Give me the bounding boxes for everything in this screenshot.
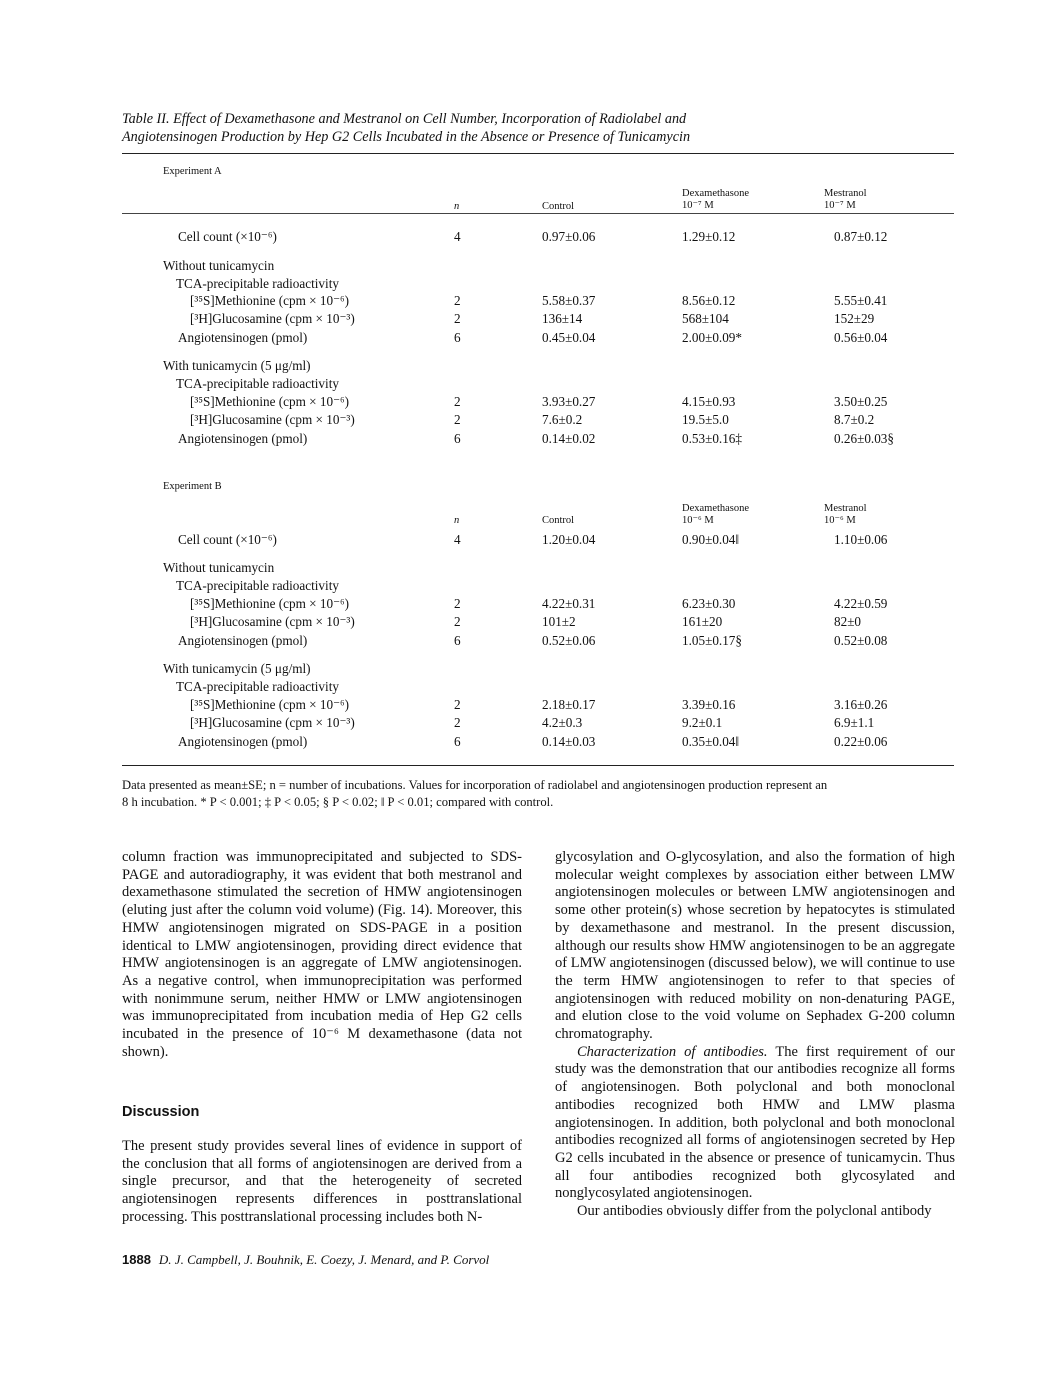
cell-mes: 5.55±0.41 <box>834 293 888 308</box>
cell-n: 6 <box>454 734 461 749</box>
cell-control: 2.18±0.17 <box>542 697 596 712</box>
cell-mes: 3.16±0.26 <box>834 697 888 712</box>
right-paragraph-3: Our antibodies obviously differ from the polyclonal antibody <box>577 1203 932 1220</box>
cell-control: 4.2±0.3 <box>542 715 583 730</box>
row-label: Without tunicamycin <box>163 258 275 273</box>
cell-n: 6 <box>454 330 461 345</box>
cell-mes: 8.7±0.2 <box>834 412 875 427</box>
page-number: 1888 <box>122 1252 151 1267</box>
cell-mes: 0.52±0.08 <box>834 633 888 648</box>
cell-control: 136±14 <box>542 311 583 326</box>
table-caption <box>122 110 690 146</box>
cell-mes: 0.87±0.12 <box>834 229 888 244</box>
cell-n: 2 <box>454 596 461 611</box>
exp-a-mes-conc: 10⁻⁷ M <box>824 200 856 211</box>
row-label: Cell count (×10⁻⁶) <box>178 532 277 547</box>
exp-a-dex-conc: 10⁻⁷ M <box>682 200 714 211</box>
cell-dex: 0.35±0.04‖ <box>682 734 740 749</box>
cell-dex: 1.05±0.17§ <box>682 633 742 648</box>
cell-mes: 6.9±1.1 <box>834 715 875 730</box>
caption-rule <box>122 153 954 154</box>
cell-dex: 0.90±0.04‖ <box>682 532 740 547</box>
exp-a-dex-header: Dexamethasone <box>682 188 750 199</box>
caption-line-1: Table II. Effect of Dexamethasone and Mestranol on Cell Number, Incorporation of Radiolabel and <box>122 111 687 127</box>
row-label: [³H]Glucosamine (cpm × 10⁻³) <box>190 311 355 326</box>
row-label: [³⁵S]Methionine (cpm × 10⁻⁶) <box>190 293 350 308</box>
cell-mes: 0.22±0.06 <box>834 734 888 749</box>
cell-dex: 4.15±0.93 <box>682 394 736 409</box>
cell-mes: 0.56±0.04 <box>834 330 888 345</box>
row-label: Without tunicamycin <box>163 560 275 575</box>
cell-dex: 161±20 <box>682 614 723 629</box>
cell-dex: 1.29±0.12 <box>682 229 736 244</box>
cell-n: 2 <box>454 697 461 712</box>
table-footnote-line-1: Data presented as mean±SE; n = number of incubations. Values for incorporation of radiolabel and angiotensinogen production represent an <box>122 778 828 792</box>
exp-b-dex-conc: 10⁻⁶ M <box>682 515 714 526</box>
row-label: Cell count (×10⁻⁶) <box>178 229 277 244</box>
cell-dex: 3.39±0.16 <box>682 697 736 712</box>
table-bottom-rule <box>122 765 954 766</box>
row-label: [³H]Glucosamine (cpm × 10⁻³) <box>190 715 355 730</box>
cell-dex: 8.56±0.12 <box>682 293 736 308</box>
exp-b-n-header: n <box>454 515 460 526</box>
row-label: [³⁵S]Methionine (cpm × 10⁻⁶) <box>190 596 350 611</box>
authors: D. J. Campbell, J. Bouhnik, E. Coezy, J. Menard, and P. Corvol <box>158 1252 490 1267</box>
exp-b-control-header: Control <box>542 515 575 526</box>
row-label: Angiotensinogen (pmol) <box>178 431 308 446</box>
cell-n: 2 <box>454 394 461 409</box>
cell-mes: 152±29 <box>834 311 875 326</box>
row-label: TCA-precipitable radioactivity <box>176 276 339 291</box>
cell-control: 0.97±0.06 <box>542 229 596 244</box>
cell-n: 6 <box>454 431 461 446</box>
row-label: TCA-precipitable radioactivity <box>176 679 339 694</box>
row-label: With tunicamycin (5 μg/ml) <box>163 661 311 676</box>
cell-mes: 3.50±0.25 <box>834 394 888 409</box>
cell-n: 2 <box>454 293 461 308</box>
cell-control: 3.93±0.27 <box>542 394 596 409</box>
row-label: With tunicamycin (5 μg/ml) <box>163 358 311 373</box>
exp-a-mes-header: Mestranol <box>824 188 867 199</box>
cell-n: 6 <box>454 633 461 648</box>
cell-n: 4 <box>454 229 461 244</box>
cell-dex: 19.5±5.0 <box>682 412 729 427</box>
cell-n: 4 <box>454 532 461 547</box>
exp-a-control-header: Control <box>542 201 575 212</box>
exp-a-header-rule <box>122 213 954 214</box>
left-column-discussion <box>122 1138 522 1227</box>
caption-line-2: Angiotensinogen Production by Hep G2 Cells Incubated in the Absence or Presence of Tunicamycin <box>122 129 691 145</box>
cell-dex: 9.2±0.1 <box>682 715 723 730</box>
cell-n: 2 <box>454 715 461 730</box>
cell-dex: 6.23±0.30 <box>682 596 736 611</box>
row-label: TCA-precipitable radioactivity <box>176 578 339 593</box>
experiment-b-label: Experiment B <box>163 481 222 492</box>
right-column <box>555 849 955 1221</box>
cell-dex: 0.53±0.16‡ <box>682 431 742 446</box>
right-paragraph-2 <box>555 1044 955 1203</box>
cell-n: 2 <box>454 311 461 326</box>
cell-n: 2 <box>454 614 461 629</box>
cell-control: 7.6±0.2 <box>542 412 583 427</box>
cell-control: 0.52±0.06 <box>542 633 596 648</box>
cell-mes: 82±0 <box>834 614 862 629</box>
cell-mes: 0.26±0.03§ <box>834 431 894 446</box>
row-label: [³⁵S]Methionine (cpm × 10⁻⁶) <box>190 394 350 409</box>
cell-control: 0.14±0.02 <box>542 431 596 446</box>
cell-dex: 2.00±0.09* <box>682 330 742 345</box>
row-label: [³H]Glucosamine (cpm × 10⁻³) <box>190 614 355 629</box>
experiment-a-label: Experiment A <box>163 166 222 177</box>
row-label: [³⁵S]Methionine (cpm × 10⁻⁶) <box>190 697 350 712</box>
cell-control: 0.45±0.04 <box>542 330 596 345</box>
right-paragraph-2-lead: Characterization of antibodies. <box>577 1043 768 1060</box>
cell-control: 4.22±0.31 <box>542 596 596 611</box>
left-column <box>122 849 522 1061</box>
cell-control: 1.20±0.04 <box>542 532 596 547</box>
cell-dex: 568±104 <box>682 311 729 326</box>
cell-n: 2 <box>454 412 461 427</box>
row-label: [³H]Glucosamine (cpm × 10⁻³) <box>190 412 355 427</box>
cell-control: 0.14±0.03 <box>542 734 596 749</box>
cell-control: 5.58±0.37 <box>542 293 596 308</box>
row-label: TCA-precipitable radioactivity <box>176 376 339 391</box>
right-paragraph-2-body: The first requirement of our study was the demonstration that our antibodies recognize all forms of angiotensinogen. Both polyclonal and both monoclonal antibodies recognized both HMW and LMW plasma angiotensinogen. In addition, both polyclonal and both monoclonal antibodies recognized all forms of angiotensinogen secreted by Hep G2 cells incubated in the absence or presence of tunicamycin. Thus all four antibodies recognized both glycosylated and nonglycosylated angiotensinogen. <box>555 1043 955 1202</box>
left-paragraph-2: The present study provides several lines of evidence in support of the conclusion that all forms of angiotensinogen are derived from a single precursor, and that the heterogeneity of secreted angiotensinogen represents differences in posttranslational processing. This posttranslational processing includes both N- <box>122 1138 522 1225</box>
page-footer <box>122 1252 489 1268</box>
row-label: Angiotensinogen (pmol) <box>178 330 308 345</box>
exp-b-dex-header: Dexamethasone <box>682 503 750 514</box>
exp-a-n-header: n <box>454 201 460 212</box>
left-paragraph-1: column fraction was immunoprecipitated and subjected to SDS-PAGE and autoradiography, it was evident that both mestranol and dexamethasone stimulated the secretion of HMW angiotensinogen (eluting just after the column void volume) (Fig. 14). Moreover, this HMW angiotensinogen migrated on SDS-PAGE in a position identical to LMW angiotensinogen, providing direct evidence that HMW angiotensinogen is an aggregate of LMW angiotensinogen. As a negative control, when immunoprecipitation was performed with nonimmune serum, neither HMW or LMW angiotensinogen was immunoprecipitated from incubation media of Hep G2 cells incubated in the presence of 10⁻⁶ M dexamethasone (data not shown). <box>122 849 522 1060</box>
cell-control: 101±2 <box>542 614 576 629</box>
exp-b-mes-header: Mestranol <box>824 503 867 514</box>
row-label: Angiotensinogen (pmol) <box>178 633 308 648</box>
cell-mes: 4.22±0.59 <box>834 596 888 611</box>
row-label: Angiotensinogen (pmol) <box>178 734 308 749</box>
discussion-heading: Discussion <box>122 1104 200 1120</box>
right-paragraph-1: glycosylation and O-glycosylation, and also the formation of high molecular weight complexes by association either between LMW angiotensinogen molecules or between LMW angiotensinogen and some other protein(s) whose secretion by hepatocytes is stimulated by dexamethasone and mestranol. In the present discussion, although our results show HMW angiotensinogen to be an aggregate of LMW angiotensinogen (discussed below), we will continue to use the term HMW angiotensinogen to refer to that species of angiotensinogen with reduced mobility on non-denaturing PAGE, and elution close to the void volume on Sephadex G-200 column chromatography. <box>555 849 955 1043</box>
exp-b-mes-conc: 10⁻⁶ M <box>824 515 856 526</box>
table-footnote-line-2: 8 h incubation. * P < 0.001; ‡ P < 0.05; § P < 0.02; ‖ P < 0.01; compared with control. <box>122 795 554 809</box>
cell-mes: 1.10±0.06 <box>834 532 888 547</box>
